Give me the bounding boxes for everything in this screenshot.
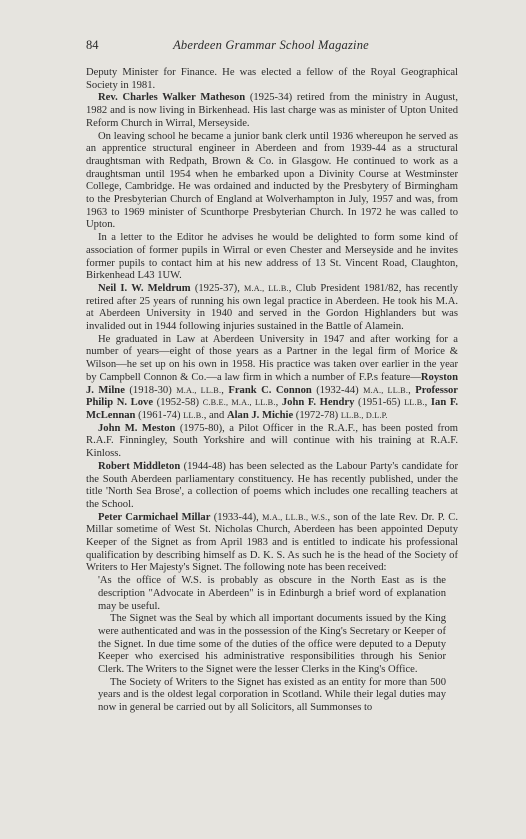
paragraph [86, 423, 458, 461]
person-name: John M. Meston [98, 422, 176, 434]
text-run: , [221, 384, 229, 396]
person-name: Ian F. McLennan [86, 397, 459, 421]
person-name: Robert Middleton [98, 460, 181, 472]
paragraph [86, 677, 458, 715]
text-run: (1918-30) [124, 384, 177, 396]
article-body [86, 67, 458, 715]
degree-abbrev: M.A., LL.B., W.S. [262, 512, 328, 522]
person-name: Alan J. Michie [226, 409, 294, 421]
paragraph [86, 131, 458, 233]
person-name: Peter Carmichael Millar [98, 511, 211, 523]
degree-abbrev: M.A., LL.B. [244, 283, 289, 293]
degree-abbrev: LL.B. [183, 410, 204, 420]
text-run: , and [203, 409, 227, 421]
text-run: , [408, 384, 416, 396]
paragraph [86, 232, 458, 283]
text-run: (1972-78) [293, 409, 341, 421]
paragraph [86, 334, 458, 423]
paragraph [86, 613, 458, 677]
text-run: 'As the office of W.S. is probably as obscure in the North East as is the description "Advocate in Aberdeen" is in Edinburgh a brief word of explanation may be useful. [98, 575, 446, 612]
degree-abbrev: C.B.E., M.A., LL.B. [202, 398, 276, 408]
person-name: Royston J. Milne [86, 371, 458, 396]
paragraph [86, 67, 458, 92]
page-number: 84 [86, 38, 99, 52]
person-name: Neil I. W. Meldrum [98, 282, 191, 294]
text-run: (1951-65) [354, 397, 405, 409]
text-run: (1925-34) retired from the ministry in August, 1982 and is now living in Birkenhead. His last charge was as minister of Upton United Reform Church in Wirral, Merseyside. [86, 92, 458, 129]
text-run: (1925-37), [190, 282, 245, 294]
paragraph [86, 575, 458, 613]
text-run: , [424, 397, 431, 409]
text-run: Deputy Minister for Finance. He was elected a fellow of the Royal Geographical Society in 1981. [86, 67, 458, 91]
text-run: The Society of Writers to the Signet has existed as an entity for more than 500 years and is the oldest legal corporation in Scotland. While their legal duties may now in general be carried out by all Solicitors, all Summonses to [98, 676, 446, 714]
degree-abbrev: LL.B. [404, 398, 425, 408]
text-run: (1933-44), [210, 511, 263, 523]
paragraph [86, 92, 458, 130]
person-name: Professor Philip N. Love [86, 384, 459, 409]
person-name: John F. Hendry [281, 397, 355, 409]
text-run: , Club President 1981/82, has recently retired after 25 years of running his own legal practice in Aberdeen. He took his M.A. at Aberdeen University in 1940 and served in the Gordon Highlanders but was invalided out in 1944 following injuries sustained in the Battle of Alamein. [86, 282, 458, 333]
paragraph [86, 283, 458, 334]
degree-abbrev: LL.B., D.L.P. [340, 410, 388, 420]
page-header [86, 38, 456, 54]
paragraph [86, 461, 458, 512]
paragraph [86, 512, 458, 576]
person-name: Frank C. Connon [228, 384, 312, 396]
text-run: On leaving school he became a junior bank clerk until 1936 whereupon he served as an apprentice structural engineer in Aberdeen and from 1939-44 as a structural draughtsman with Redpath, Brown & Co. in Glasgow. He continued to work as a draughtsman until 1954 when he embarked upon a Divinity Course at Westminster College, Cambridge. He was ordained and inducted by the Presbytery of Birmingham to the Presbyterian Church of England at Wolverhampton in July, 1957 and was, from 1963 to 1969 minister of Scunthorpe Presbyterian Church. In 1972 he was called to Upton. [86, 130, 458, 231]
text-run: , [275, 397, 282, 409]
text-run: (1944-48) has been selected as the Labour Party's candidate for the South Aberdeen parliamentary constituency. He has recently published, under the title 'North Sea Brose', a collection of poems which includes one recalling teachers at the School. [86, 460, 458, 510]
text-run: (1932-44) [311, 384, 364, 396]
text-run: In a letter to the Editor he advises he would be delighted to form some kind of association of former pupils in Wirral or even Chester and Merseyside and he invites former pupils to contact him at his new address of 13 St. Vincent Road, Claughton, Birkenhead L43 1UW. [86, 232, 458, 282]
degree-abbrev: M.A., LL.B. [176, 385, 222, 395]
degree-abbrev: M.A., LL.B. [363, 385, 409, 395]
text-run: He graduated in Law at Aberdeen University in 1947 and after working for a number of years—eight of those years as a Partner in the legal firm of Morice & Wilson—he set up on his own in 1958. His practice was taken over earlier in the year by Campbell Connon & Co.—a law firm in which a number of F.P.s feature— [86, 333, 458, 383]
text-run: (1952-58) [153, 397, 203, 409]
text-run: , son of the late Rev. Dr. P. C. Millar sometime of West St. Nicholas Church, Aberdeen has been appointed Deputy Keeper of the Signet as from April 1983 and is entitled to indicate his professional qualification by describing himself as D. K. S. As such he is the head of the Society of Writers to Her Majesty's Signet. The following note has been received: [86, 511, 459, 574]
running-title: Aberdeen Grammar School Magazine [173, 38, 369, 52]
text-run: (1975-80), a Pilot Officer in the R.A.F., has been posted from R.A.F. Finningley, South Yorkshire and will continue with his training at R.A.F. Kinloss. [86, 422, 458, 460]
text-run: (1961-74) [135, 409, 184, 421]
text-run: The Signet was the Seal by which all important documents issued by the King were authenticated and was in the possession of the King's Secretary or Keeper of the Signet. In due time some of the duties of the office were deputed to a Deputy Keeper who exercised his administrative responsibilities through his Senior Clerk. The Writers to the Signet were the lesser Clerks in the King's Office. [98, 613, 446, 676]
person-name: Rev. Charles Walker Matheson [98, 92, 246, 104]
